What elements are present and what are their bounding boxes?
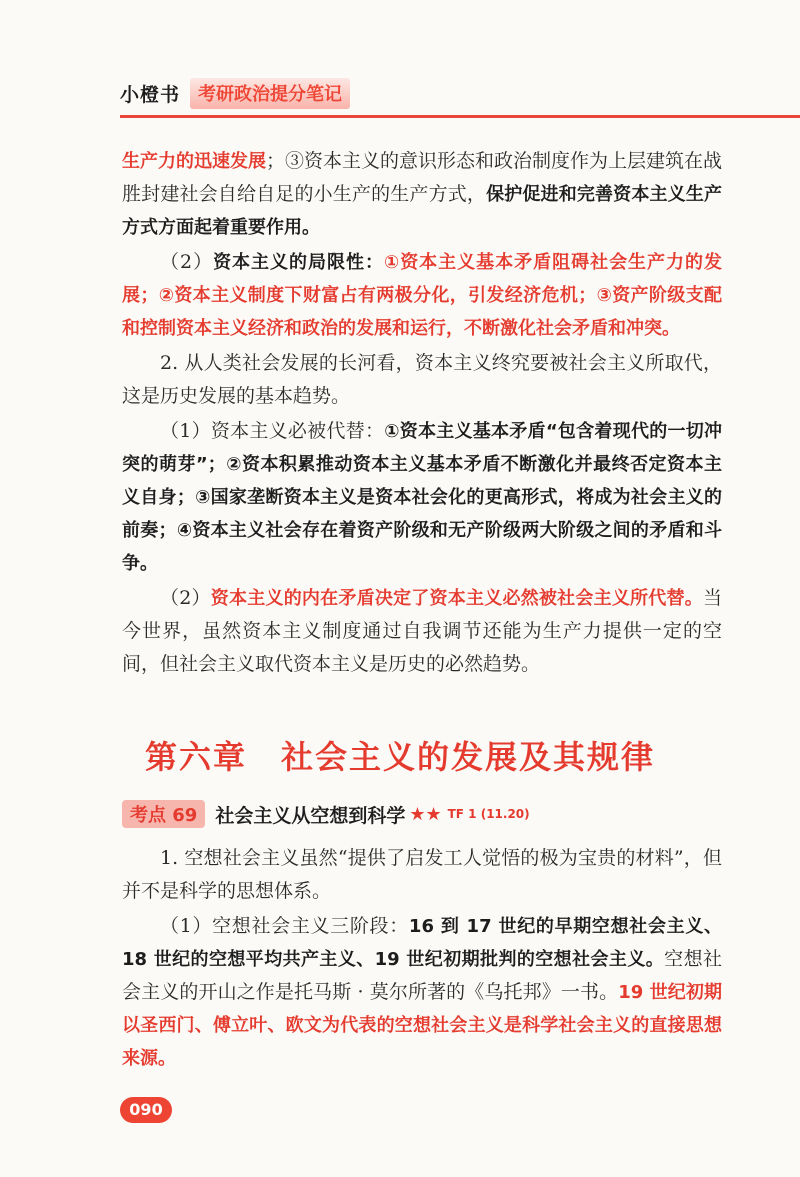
paragraph-6: 1. 空想社会主义虽然“提供了启发工人觉悟的极为宝贵的材料”，但并不是科学的思想体系。 bbox=[122, 847, 722, 902]
paragraph-7 bbox=[122, 910, 722, 1075]
highlight-bold: 保护促进和完善资本主义生产方式方面起着重要作用。 bbox=[122, 184, 722, 238]
body-text: ；③资本主义的意识形态和政治制度作为上层建筑在战胜封建社会自给自足的小生产的生产方式， bbox=[122, 150, 723, 205]
paragraph-3: 2. 从人类社会发展的长河看，资本主义终究要被社会主义所取代，这是历史发展的基本趋势。 bbox=[122, 352, 722, 407]
section-capitalism bbox=[122, 145, 722, 683]
star-icon: ★★ bbox=[409, 803, 442, 825]
paragraph-4 bbox=[122, 415, 722, 580]
highlight-red: 19 世纪初期以圣西门、傅立叶、欧文为代表的空想社会主义是科学社会主义的直接思想来源。 bbox=[122, 982, 722, 1069]
paragraph-1 bbox=[122, 145, 722, 244]
running-header bbox=[120, 78, 350, 109]
item-number: （2） bbox=[160, 251, 214, 273]
highlight-red: ①资本主义基本矛盾阻碍社会生产力的发展；②资本主义制度下财富占有两极分化，引发经济危机；③资产阶级支配和控制资本主义经济和政治的发展和运行，不断激化社会矛盾和冲突。 bbox=[122, 252, 723, 339]
body-text: 空想社会主义的开山之作是托马斯 · 莫尔所著的《乌托邦》一书。 bbox=[122, 948, 722, 1003]
kaodian-title: 社会主义从空想到科学 bbox=[215, 804, 406, 827]
kaodian-frequency: TF 1 (11.20) bbox=[447, 807, 530, 821]
section-utopian-socialism bbox=[122, 842, 722, 1077]
body-text: （1）资本主义必被代替： bbox=[160, 420, 385, 442]
kaodian-heading bbox=[122, 800, 530, 828]
paragraph-5 bbox=[122, 582, 722, 681]
chapter-title: 第六章 社会主义的发展及其规律 bbox=[144, 738, 655, 776]
page-number: 090 bbox=[120, 1097, 172, 1123]
body-text: 当今世界，虽然资本主义制度通过自我调节还能为生产力提供一定的空间，但社会主义取代资本主义是历史的必然趋势。 bbox=[122, 587, 722, 675]
book-brand: 小橙书 bbox=[120, 84, 181, 106]
book-tagline: 考研政治提分笔记 bbox=[190, 78, 350, 109]
kaodian-badge: 考点 69 bbox=[122, 800, 205, 828]
paragraph-2 bbox=[122, 246, 722, 345]
highlight-bold: 资本主义的局限性： bbox=[213, 252, 384, 273]
highlight-red: 生产力的迅速发展 bbox=[122, 151, 266, 172]
highlight-bold: 16 到 17 世纪的早期空想社会主义、18 世纪的空想平均共产主义、19 世纪初期批判的空想社会主义。 bbox=[122, 916, 722, 970]
highlight-bold: ①资本主义基本矛盾“包含着现代的一切冲突的萌芽”；②资本积累推动资本主义基本矛盾不断激化并最终否定资本主义自身；③国家垄断资本主义是资本社会化的更高形式，将成为社会主义的前奏；④资本主义社会存在着资产阶级和无产阶级两大阶级之间的矛盾和斗争。 bbox=[122, 421, 722, 574]
highlight-red: 资本主义的内在矛盾决定了资本主义必然被社会主义所代替。 bbox=[210, 588, 703, 609]
header-divider bbox=[120, 115, 800, 118]
item-number: （2） bbox=[160, 587, 211, 609]
body-text: （1）空想社会主义三阶段： bbox=[160, 915, 409, 937]
